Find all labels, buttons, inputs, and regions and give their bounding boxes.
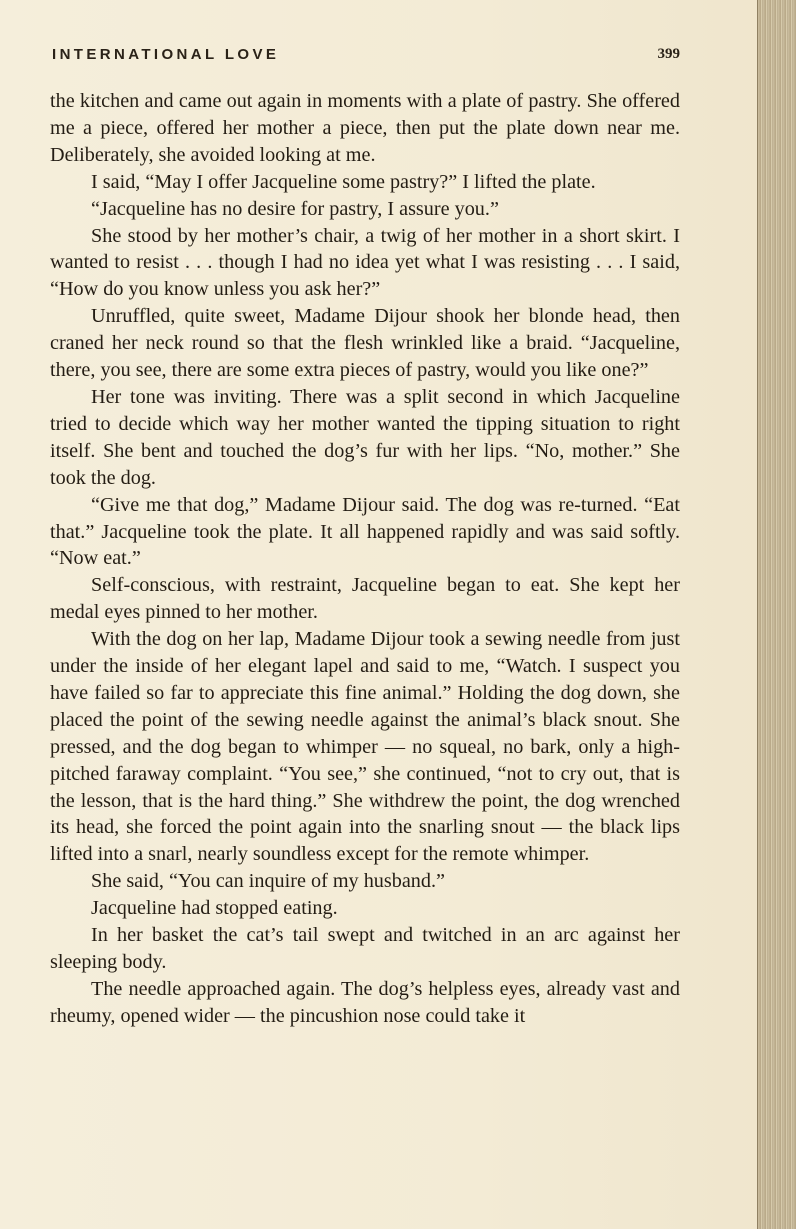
paragraph: Jacqueline had stopped eating. xyxy=(91,897,338,920)
page-header xyxy=(52,46,680,68)
running-head: INTERNATIONAL LOVE xyxy=(52,46,280,63)
paragraph: In her basket the cat’s tail swept and twitched in an arc against her sleeping body. xyxy=(50,924,680,973)
paragraph: Unruffled, quite sweet, Madame Dijour shook her blonde head, then craned her neck round so that the flesh wrinkled like a braid. “Jacqueline, there, you see, there are some extra pieces of pastry, would you like one?” xyxy=(50,305,680,382)
body-text xyxy=(50,88,680,1030)
paragraph: “Give me that dog,” Madame Dijour said. The dog was re-turned. “Eat that.” Jacqueline took the plate. It all happened rapidly and was said softly. “Now eat.” xyxy=(50,493,680,570)
paragraph: Self-conscious, with restraint, Jacqueline began to eat. She kept her medal eyes pinned to her mother. xyxy=(50,574,680,624)
book-binding-edge xyxy=(757,0,796,1229)
paragraph: the kitchen and came out again in moments with a plate of pastry. She offered me a piece, offered her mother a piece, then put the plate down near me. Deliberately, she avoided looking at me. xyxy=(50,90,680,166)
paragraph: With the dog on her lap, Madame Dijour took a sewing needle from just under the inside of her elegant lapel and said to me, “Watch. I suspect you have failed so far to appreciate this fine animal.” Holding the dog down, she placed the point of the sewing needle against the animal’s black snout. She pressed, and the dog began to whimper — no squeal, no bark, only a high-pitched faraway complaint. “You see,” she continued, “not to cry out, that is the lesson, that is the hard thing.” She withdrew the point, the dog wrenched its head, she forced the point again into the snarling snout — the black lips lifted into a snarl, nearly soundless except for the remote whimper. xyxy=(50,628,680,866)
page-number: 399 xyxy=(657,46,680,62)
paragraph: I said, “May I offer Jacqueline some pastry?” I lifted the plate. xyxy=(91,170,596,193)
paragraph: She said, “You can inquire of my husband.” xyxy=(91,870,445,893)
paragraph: “Jacqueline has no desire for pastry, I assure you.” xyxy=(91,197,499,220)
paragraph: The needle approached again. The dog’s helpless eyes, already vast and rheumy, opened wider — the pincushion nose could take it xyxy=(50,977,680,1027)
paragraph: She stood by her mother’s chair, a twig of her mother in a short skirt. I wanted to resist . . . though I had no idea yet what I was resisting . . . I said, “How do you know unless you ask her?” xyxy=(50,224,680,301)
paragraph: Her tone was inviting. There was a split second in which Jacqueline tried to decide which way her mother wanted the tipping situation to right itself. She bent and touched the dog’s fur with her lips. “No, mother.” She took the dog. xyxy=(50,385,680,489)
